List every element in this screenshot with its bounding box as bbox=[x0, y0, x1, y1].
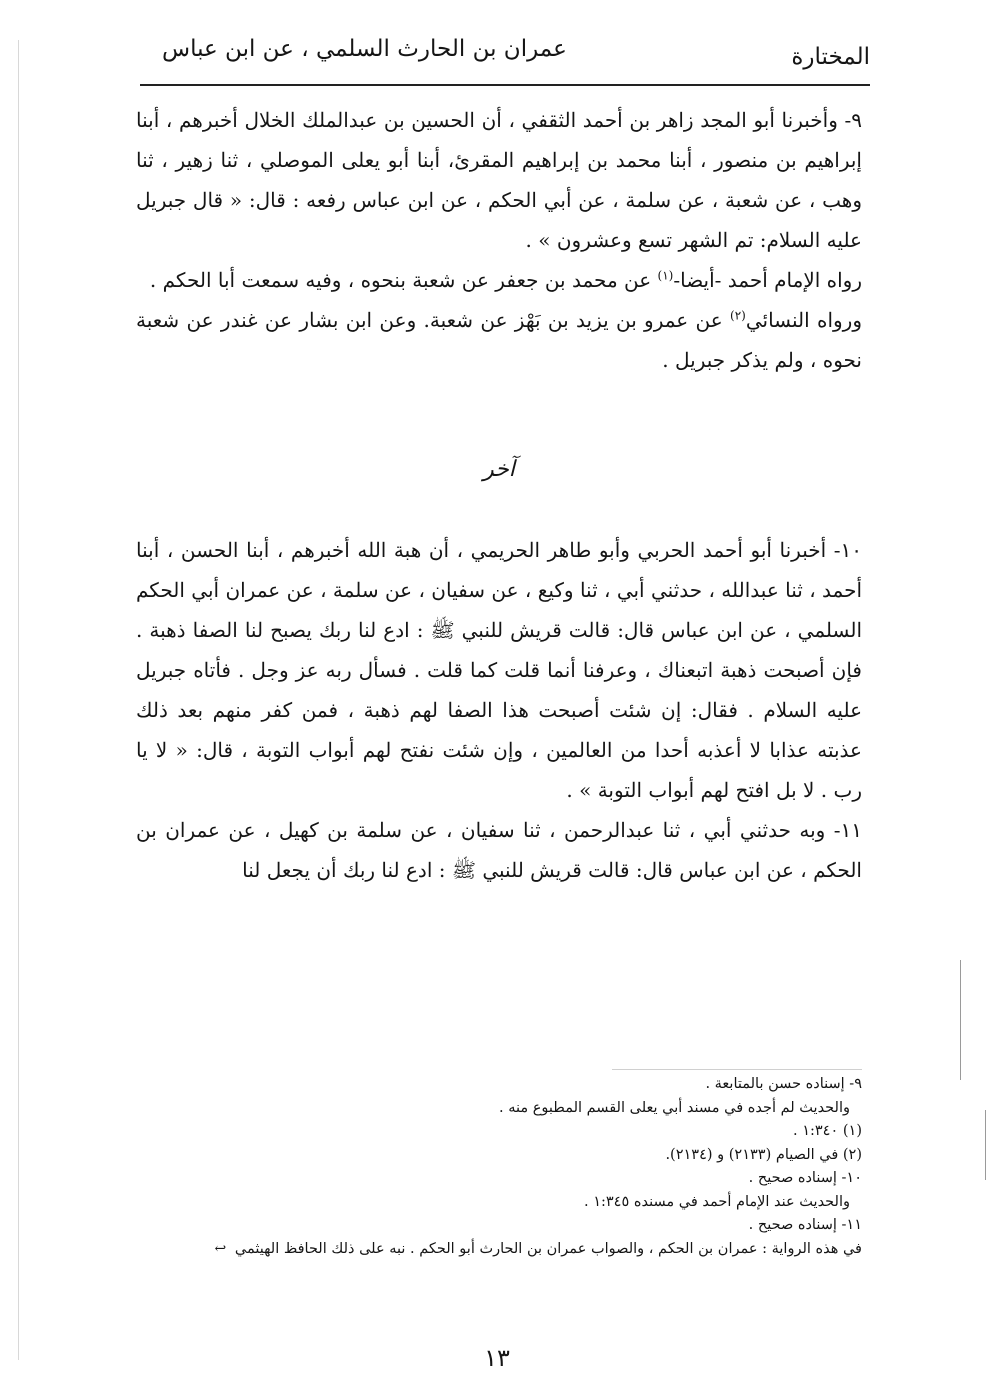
note-nasai-before: ورواه النسائي bbox=[745, 308, 862, 332]
footnote-line: والحديث عند الإمام أحمد في مسنده ١:٣٤٥ . bbox=[583, 1193, 850, 1210]
main-text bbox=[136, 100, 862, 890]
note-ahmad-after: عن محمد بن جعفر عن شعبة بنحوه ، وفيه سمعت أبا الحكم . bbox=[149, 268, 658, 292]
note-nasai bbox=[136, 300, 862, 380]
section-heading: آخر bbox=[483, 457, 515, 482]
footnote-last-line bbox=[136, 1238, 862, 1262]
section-title: عمران بن الحارث السلمي ، عن ابن عباس bbox=[162, 36, 567, 62]
footnote-ref-2: (٢) bbox=[730, 308, 746, 323]
left-page-edge bbox=[18, 40, 19, 1360]
footnote-separator bbox=[612, 1069, 862, 1070]
footnotes bbox=[136, 1073, 862, 1261]
hadith-9: ٩- وأخبرنا أبو المجد زاهر بن أحمد الثقفي ، أن الحسين بن عبدالملك الخلال أخبرهم ، أبنا إبراهيم بن منصور ، أبنا محمد بن إبراهيم المقرئ، أبنا أبو يعلى الموصلي ، ثنا زهير ، ثنا وهب ، عن شعبة ، عن سلمة ، عن أبي الحكم ، عن ابن عباس رفعه : قال: « قال جبريل عليه السلام: تم الشهر تسع وعشرون » . bbox=[136, 108, 862, 252]
footnote-line: ٩- إسناده حسن بالمتابعة . bbox=[705, 1076, 862, 1092]
footnote-line: (٢) في الصيام (٢١٣٣) و (٢١٣٤). bbox=[665, 1146, 862, 1163]
right-edge-mark bbox=[985, 1110, 986, 1180]
hadith-11: ١١- وبه حدثني أبي ، ثنا عبدالرحمن ، ثنا سفيان ، عن سلمة بن كهيل ، عن عمران بن الحكم ، عن ابن عباس قال: قالت قريش للنبي ﷺ : ادع لنا ربك أن يجعل لنا bbox=[136, 818, 862, 882]
turn-arrow-icon: ↩ bbox=[214, 1240, 227, 1257]
note-ahmad-before: رواه الإمام أحمد -أيضا- bbox=[673, 268, 862, 292]
footnote-line: ١٠- إسناده صحيح . bbox=[748, 1170, 862, 1186]
right-margin-mark bbox=[960, 960, 961, 1080]
footnote-ref-1: (١) bbox=[657, 268, 674, 283]
footnote-line: والحديث لم أجده في مسند أبي يعلى القسم المطبوع منه . bbox=[499, 1099, 850, 1116]
book-title: المختارة bbox=[791, 44, 870, 70]
footnote-text: في هذه الرواية : عمران بن الحكم ، والصواب عمران بن الحارث أبو الحكم . نبه على ذلك الحافظ الهيثمي bbox=[234, 1240, 862, 1257]
note-nasai-after: عن عمرو بن يزيد بن بَهْز عن شعبة. وعن ابن بشار عن غندر عن شعبة نحوه ، ولم يذكر جبريل . bbox=[136, 308, 862, 372]
note-ahmad bbox=[136, 260, 862, 300]
hadith-10: ١٠- أخبرنا أبو أحمد الحربي وأبو طاهر الحريمي ، أن هبة الله أخبرهم ، أبنا الحسن ، أبنا أحمد ، ثنا عبدالله ، حدثني أبي ، ثنا وكيع ، عن سفيان ، عن سلمة ، عن عمران أبي الحكم السلمي ، عن ابن عباس قال: قالت قريش للنبي ﷺ : ادع لنا ربك يصبح لنا الصفا ذهبة . فإن أصبحت ذهبة اتبعناك ، وعرفنا أنما قلت كما قلت . فسأل ربه عز وجل . فأتاه جبريل عليه السلام . فقال: إن شئت أصبحت هذا الصفا لهم ذهبة ، فمن كفر منهم بعد ذلك عذبته عذابا لا أعذبه أحدا من العالمين ، وإن شئت نفتح لهم أبواب التوبة ، قال: « لا يا رب . لا بل افتح لهم أبواب التوبة » . bbox=[136, 538, 862, 802]
footnote-line: ١١- إسناده صحيح . bbox=[748, 1217, 862, 1233]
running-header bbox=[140, 26, 870, 86]
page-number: ١٣ bbox=[484, 1344, 510, 1372]
footnote-line: (١) ١:٣٤٠ . bbox=[792, 1123, 862, 1139]
